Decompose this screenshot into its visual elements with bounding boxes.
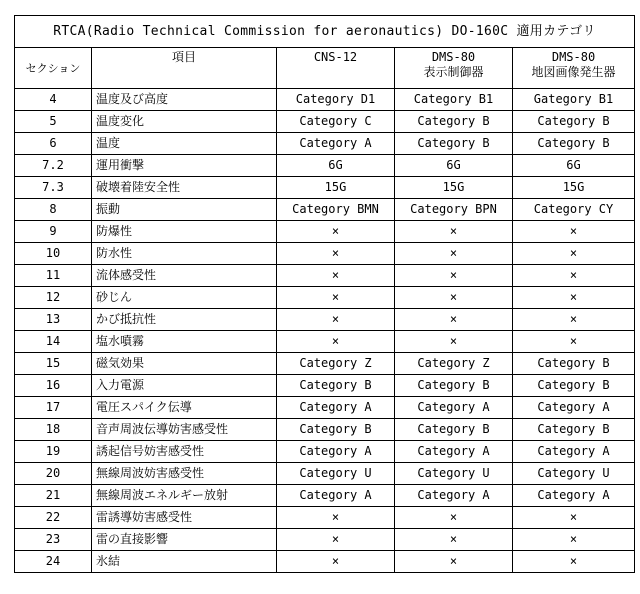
table-row xyxy=(15,331,635,353)
section-cell: 7.2 xyxy=(15,155,92,177)
cns12-cell: × xyxy=(277,529,395,551)
cns12-cell: 6G xyxy=(277,155,395,177)
dms80-map-cell: Category CY xyxy=(513,199,635,221)
dms80-display-cell: Category A xyxy=(395,485,513,507)
item-cell: 温度 xyxy=(92,133,277,155)
section-cell: 21 xyxy=(15,485,92,507)
table-row xyxy=(15,287,635,309)
category-table xyxy=(14,15,635,573)
section-cell: 16 xyxy=(15,375,92,397)
item-cell: かび抵抗性 xyxy=(92,309,277,331)
item-cell: 電圧スパイク伝導 xyxy=(92,397,277,419)
section-cell: 17 xyxy=(15,397,92,419)
cns12-cell: × xyxy=(277,243,395,265)
dms80-display-cell: Category B xyxy=(395,419,513,441)
section-cell: 24 xyxy=(15,551,92,573)
dms80-display-cell: × xyxy=(395,287,513,309)
table-row xyxy=(15,199,635,221)
cns12-cell: Category U xyxy=(277,463,395,485)
cns12-cell: × xyxy=(277,221,395,243)
item-cell: 雷誘導妨害感受性 xyxy=(92,507,277,529)
cns12-cell: × xyxy=(277,265,395,287)
header-dms80-display-line2: 表示制御器 xyxy=(423,65,484,79)
dms80-display-cell: 6G xyxy=(395,155,513,177)
cns12-cell: × xyxy=(277,309,395,331)
section-cell: 6 xyxy=(15,133,92,155)
dms80-map-cell: × xyxy=(513,243,635,265)
cns12-cell: Category A xyxy=(277,133,395,155)
cns12-cell: Category BMN xyxy=(277,199,395,221)
item-cell: 温度及び高度 xyxy=(92,89,277,111)
dms80-display-cell: × xyxy=(395,551,513,573)
dms80-map-cell: × xyxy=(513,331,635,353)
header-item: 項目 xyxy=(92,48,277,89)
dms80-map-cell: × xyxy=(513,309,635,331)
dms80-map-cell: 6G xyxy=(513,155,635,177)
dms80-display-cell: Category U xyxy=(395,463,513,485)
item-cell: 砂じん xyxy=(92,287,277,309)
item-cell: 防爆性 xyxy=(92,221,277,243)
cns12-cell: × xyxy=(277,507,395,529)
dms80-map-cell: × xyxy=(513,529,635,551)
section-cell: 10 xyxy=(15,243,92,265)
cns12-cell: × xyxy=(277,331,395,353)
cns12-cell: × xyxy=(277,287,395,309)
section-cell: 15 xyxy=(15,353,92,375)
dms80-map-cell: Category A xyxy=(513,397,635,419)
table-row xyxy=(15,309,635,331)
table-row xyxy=(15,441,635,463)
section-cell: 20 xyxy=(15,463,92,485)
table-row xyxy=(15,529,635,551)
header-dms80-map-line2: 地図画像発生器 xyxy=(531,65,616,79)
section-cell: 4 xyxy=(15,89,92,111)
dms80-map-cell: 15G xyxy=(513,177,635,199)
cns12-cell: Category A xyxy=(277,397,395,419)
item-cell: 温度変化 xyxy=(92,111,277,133)
section-cell: 7.3 xyxy=(15,177,92,199)
section-cell: 23 xyxy=(15,529,92,551)
cns12-cell: × xyxy=(277,551,395,573)
dms80-display-cell: × xyxy=(395,507,513,529)
item-cell: 氷結 xyxy=(92,551,277,573)
dms80-display-cell: × xyxy=(395,221,513,243)
header-dms80-display-line1: DMS-80 xyxy=(431,50,476,64)
dms80-display-cell: × xyxy=(395,529,513,551)
item-cell: 塩水噴霧 xyxy=(92,331,277,353)
dms80-display-cell: Category B1 xyxy=(395,89,513,111)
section-cell: 9 xyxy=(15,221,92,243)
section-cell: 19 xyxy=(15,441,92,463)
dms80-map-cell: × xyxy=(513,507,635,529)
dms80-display-cell: Category B xyxy=(395,375,513,397)
dms80-map-cell: × xyxy=(513,551,635,573)
cns12-cell: Category B xyxy=(277,419,395,441)
dms80-display-cell: Category A xyxy=(395,397,513,419)
section-cell: 14 xyxy=(15,331,92,353)
table-row xyxy=(15,463,635,485)
table-row xyxy=(15,177,635,199)
dms80-map-cell: Category B xyxy=(513,111,635,133)
item-cell: 運用衝撃 xyxy=(92,155,277,177)
item-cell: 流体感受性 xyxy=(92,265,277,287)
item-cell: 無線周波妨害感受性 xyxy=(92,463,277,485)
dms80-map-cell: Category A xyxy=(513,485,635,507)
item-cell: 誘起信号妨害感受性 xyxy=(92,441,277,463)
item-cell: 防水性 xyxy=(92,243,277,265)
dms80-map-cell: Category B xyxy=(513,133,635,155)
item-cell: 振動 xyxy=(92,199,277,221)
dms80-display-cell: Category B xyxy=(395,133,513,155)
dms80-display-cell: × xyxy=(395,309,513,331)
section-cell: 5 xyxy=(15,111,92,133)
dms80-display-cell: Category B xyxy=(395,111,513,133)
section-cell: 18 xyxy=(15,419,92,441)
section-cell: 22 xyxy=(15,507,92,529)
table-row xyxy=(15,221,635,243)
cns12-cell: Category C xyxy=(277,111,395,133)
dms80-map-cell: Gategory B1 xyxy=(513,89,635,111)
table-row xyxy=(15,243,635,265)
table-row xyxy=(15,485,635,507)
item-cell: 音声周波伝導妨害感受性 xyxy=(92,419,277,441)
item-cell: 雷の直接影響 xyxy=(92,529,277,551)
table-row xyxy=(15,419,635,441)
table-row xyxy=(15,265,635,287)
section-cell: 8 xyxy=(15,199,92,221)
dms80-display-cell: Category Z xyxy=(395,353,513,375)
table-row xyxy=(15,155,635,177)
item-cell: 磁気効果 xyxy=(92,353,277,375)
header-dms80-display xyxy=(395,48,513,89)
dms80-display-cell: 15G xyxy=(395,177,513,199)
item-cell: 無線周波エネルギー放射 xyxy=(92,485,277,507)
table-title: RTCA(Radio Technical Commission for aeronautics) DO-160C 適用カテゴリ xyxy=(15,16,635,48)
table-row xyxy=(15,507,635,529)
item-cell: 破壊着陸安全性 xyxy=(92,177,277,199)
header-section: セクション xyxy=(15,48,92,89)
dms80-map-cell: Category B xyxy=(513,375,635,397)
section-cell: 12 xyxy=(15,287,92,309)
title-row xyxy=(15,16,635,48)
table-row xyxy=(15,111,635,133)
dms80-display-cell: Category A xyxy=(395,441,513,463)
table-row xyxy=(15,397,635,419)
cns12-cell: 15G xyxy=(277,177,395,199)
dms80-map-cell: × xyxy=(513,265,635,287)
table-row xyxy=(15,551,635,573)
cns12-cell: Category D1 xyxy=(277,89,395,111)
dms80-map-cell: Category B xyxy=(513,353,635,375)
header-dms80-map-line1: DMS-80 xyxy=(551,50,596,64)
dms80-display-cell: × xyxy=(395,265,513,287)
dms80-display-cell: × xyxy=(395,243,513,265)
cns12-cell: Category A xyxy=(277,441,395,463)
table-row xyxy=(15,375,635,397)
header-cns12: CNS-12 xyxy=(277,48,395,89)
table-row xyxy=(15,133,635,155)
item-cell: 入力電源 xyxy=(92,375,277,397)
section-cell: 11 xyxy=(15,265,92,287)
dms80-display-cell: Category BPN xyxy=(395,199,513,221)
dms80-map-cell: Category B xyxy=(513,419,635,441)
table-row xyxy=(15,89,635,111)
header-dms80-map xyxy=(513,48,635,89)
cns12-cell: Category B xyxy=(277,375,395,397)
header-row xyxy=(15,48,635,89)
cns12-cell: Category A xyxy=(277,485,395,507)
dms80-map-cell: × xyxy=(513,287,635,309)
cns12-cell: Category Z xyxy=(277,353,395,375)
table-row xyxy=(15,353,635,375)
dms80-map-cell: × xyxy=(513,221,635,243)
dms80-map-cell: Category A xyxy=(513,441,635,463)
section-cell: 13 xyxy=(15,309,92,331)
dms80-display-cell: × xyxy=(395,331,513,353)
dms80-map-cell: Category U xyxy=(513,463,635,485)
